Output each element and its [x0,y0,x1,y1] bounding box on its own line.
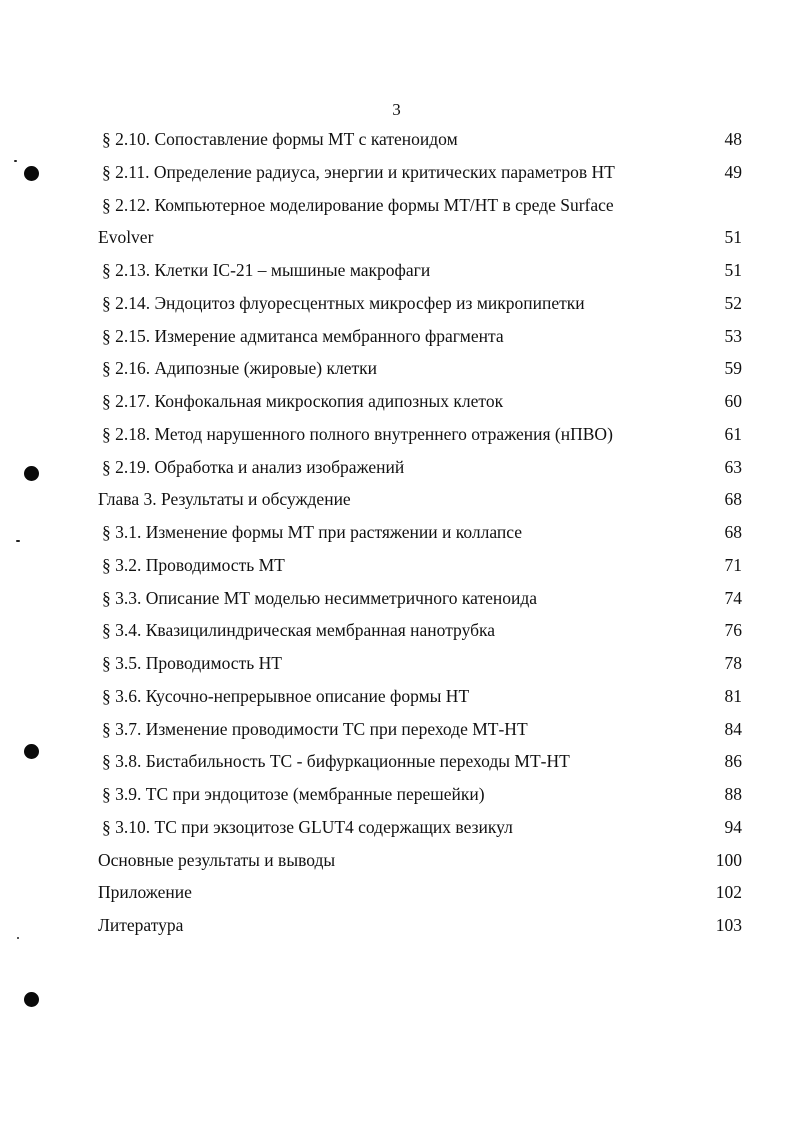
toc-entry [0,352,793,385]
toc-entry-page: 102 [715,882,742,903]
toc-entry [0,385,793,418]
toc-entry [0,189,793,222]
toc-entry-page: 86 [724,751,742,772]
toc-entry-page: 103 [715,915,742,935]
toc-entry-title: Глава 3. Результаты и обсуждение [98,489,351,510]
toc-entry-page: 51 [724,260,742,280]
toc-entry-title: § 2.15. Измерение адмитанса мембранного фрагмента [102,325,504,346]
toc-entry-page: 74 [724,587,742,608]
toc-entry-page: 88 [724,784,742,804]
toc-entry [0,844,793,877]
toc-entry [0,582,793,615]
toc-entry [0,778,793,811]
toc-entry-page: 78 [724,653,742,673]
toc-entry-title: § 2.14. Эндоцитоз флуоресцентных микросфер из микропипетки [102,292,585,313]
toc-entry-page: 81 [724,685,742,706]
toc-entry-page: 49 [724,161,742,182]
toc-entry-title: § 2.10. Сопоставление формы МТ с катеноидом [102,129,458,149]
table-of-contents [0,123,793,942]
toc-entry [0,549,793,582]
toc-entry-page: 71 [724,554,742,575]
toc-entry-page: 76 [724,620,742,641]
toc-entry-title: § 3.2. Проводимость МТ [102,554,285,575]
toc-entry [0,680,793,713]
toc-entry [0,876,793,909]
toc-entry-title: § 3.8. Бистабильность ТС - бифуркационные переходы МТ-НТ [102,751,570,772]
toc-entry [0,320,793,353]
toc-entry-title: § 3.9. ТС при эндоцитозе (мембранные перешейки) [102,784,485,804]
toc-entry-title: § 3.6. Кусочно-непрерывное описание формы НТ [102,685,470,706]
toc-entry-title: § 2.12. Компьютерное моделирование формы МТ/НТ в среде Surface [102,194,614,215]
toc-entry-page: 68 [724,522,742,542]
toc-entry-page: 68 [724,489,742,510]
toc-entry [0,713,793,746]
toc-entry [0,483,793,516]
toc-entry [0,811,793,844]
toc-entry-title: § 3.10. ТС при экзоцитозе GLUT4 содержащих везикул [102,816,513,837]
toc-entry-page: 60 [724,391,742,411]
toc-entry [0,123,793,156]
toc-entry [0,418,793,451]
toc-entry-title: § 3.4. Квазицилиндрическая мембранная нанотрубка [102,620,495,641]
toc-entry-title: Evolver [98,227,154,248]
toc-entry-title: § 3.3. Описание МТ моделью несимметричного катеноида [102,587,538,608]
toc-entry-title: § 2.11. Определение радиуса, энергии и критических параметров НТ [102,161,615,182]
toc-entry [0,287,793,320]
toc-entry-page: 61 [724,423,742,444]
toc-entry-title: § 2.17. Конфокальная микроскопия адипозных клеток [102,391,504,411]
toc-entry [0,221,793,254]
toc-entry-title: § 2.19. Обработка и анализ изображений [102,456,405,477]
toc-entry-page: 52 [724,292,742,313]
toc-entry [0,516,793,549]
toc-entry [0,156,793,189]
toc-entry-page: 100 [715,849,742,870]
toc-entry-page: 53 [724,325,742,346]
toc-entry-title: § 2.18. Метод нарушенного полного внутреннего отражения (нПВО) [102,423,613,444]
toc-entry [0,647,793,680]
toc-entry-title: Литература [98,915,184,935]
toc-entry-page: 94 [724,816,742,837]
toc-entry-page: 51 [724,227,742,248]
toc-entry-title: § 3.5. Проводимость НТ [102,653,282,673]
page-number: 3 [392,100,401,119]
toc-entry-title: § 2.13. Клетки IC-21 – мышиные макрофаги [102,260,431,280]
toc-entry-page: 84 [724,718,742,739]
punch-hole-4 [24,992,39,1007]
toc-entry-page: 59 [724,358,742,379]
toc-entry [0,909,793,942]
toc-entry [0,745,793,778]
toc-entry [0,614,793,647]
toc-entry [0,254,793,287]
toc-entry-title: § 3.7. Изменение проводимости ТС при переходе МТ-НТ [102,718,528,739]
toc-entry-page: 63 [724,456,742,477]
toc-entry-page: 48 [724,129,742,149]
toc-entry-title: Основные результаты и выводы [98,849,336,870]
toc-entry-title: § 2.16. Адипозные (жировые) клетки [102,358,377,379]
toc-entry-title: Приложение [98,882,192,903]
toc-entry [0,451,793,484]
toc-entry-title: § 3.1. Изменение формы МТ при растяжении и коллапсе [102,522,522,542]
